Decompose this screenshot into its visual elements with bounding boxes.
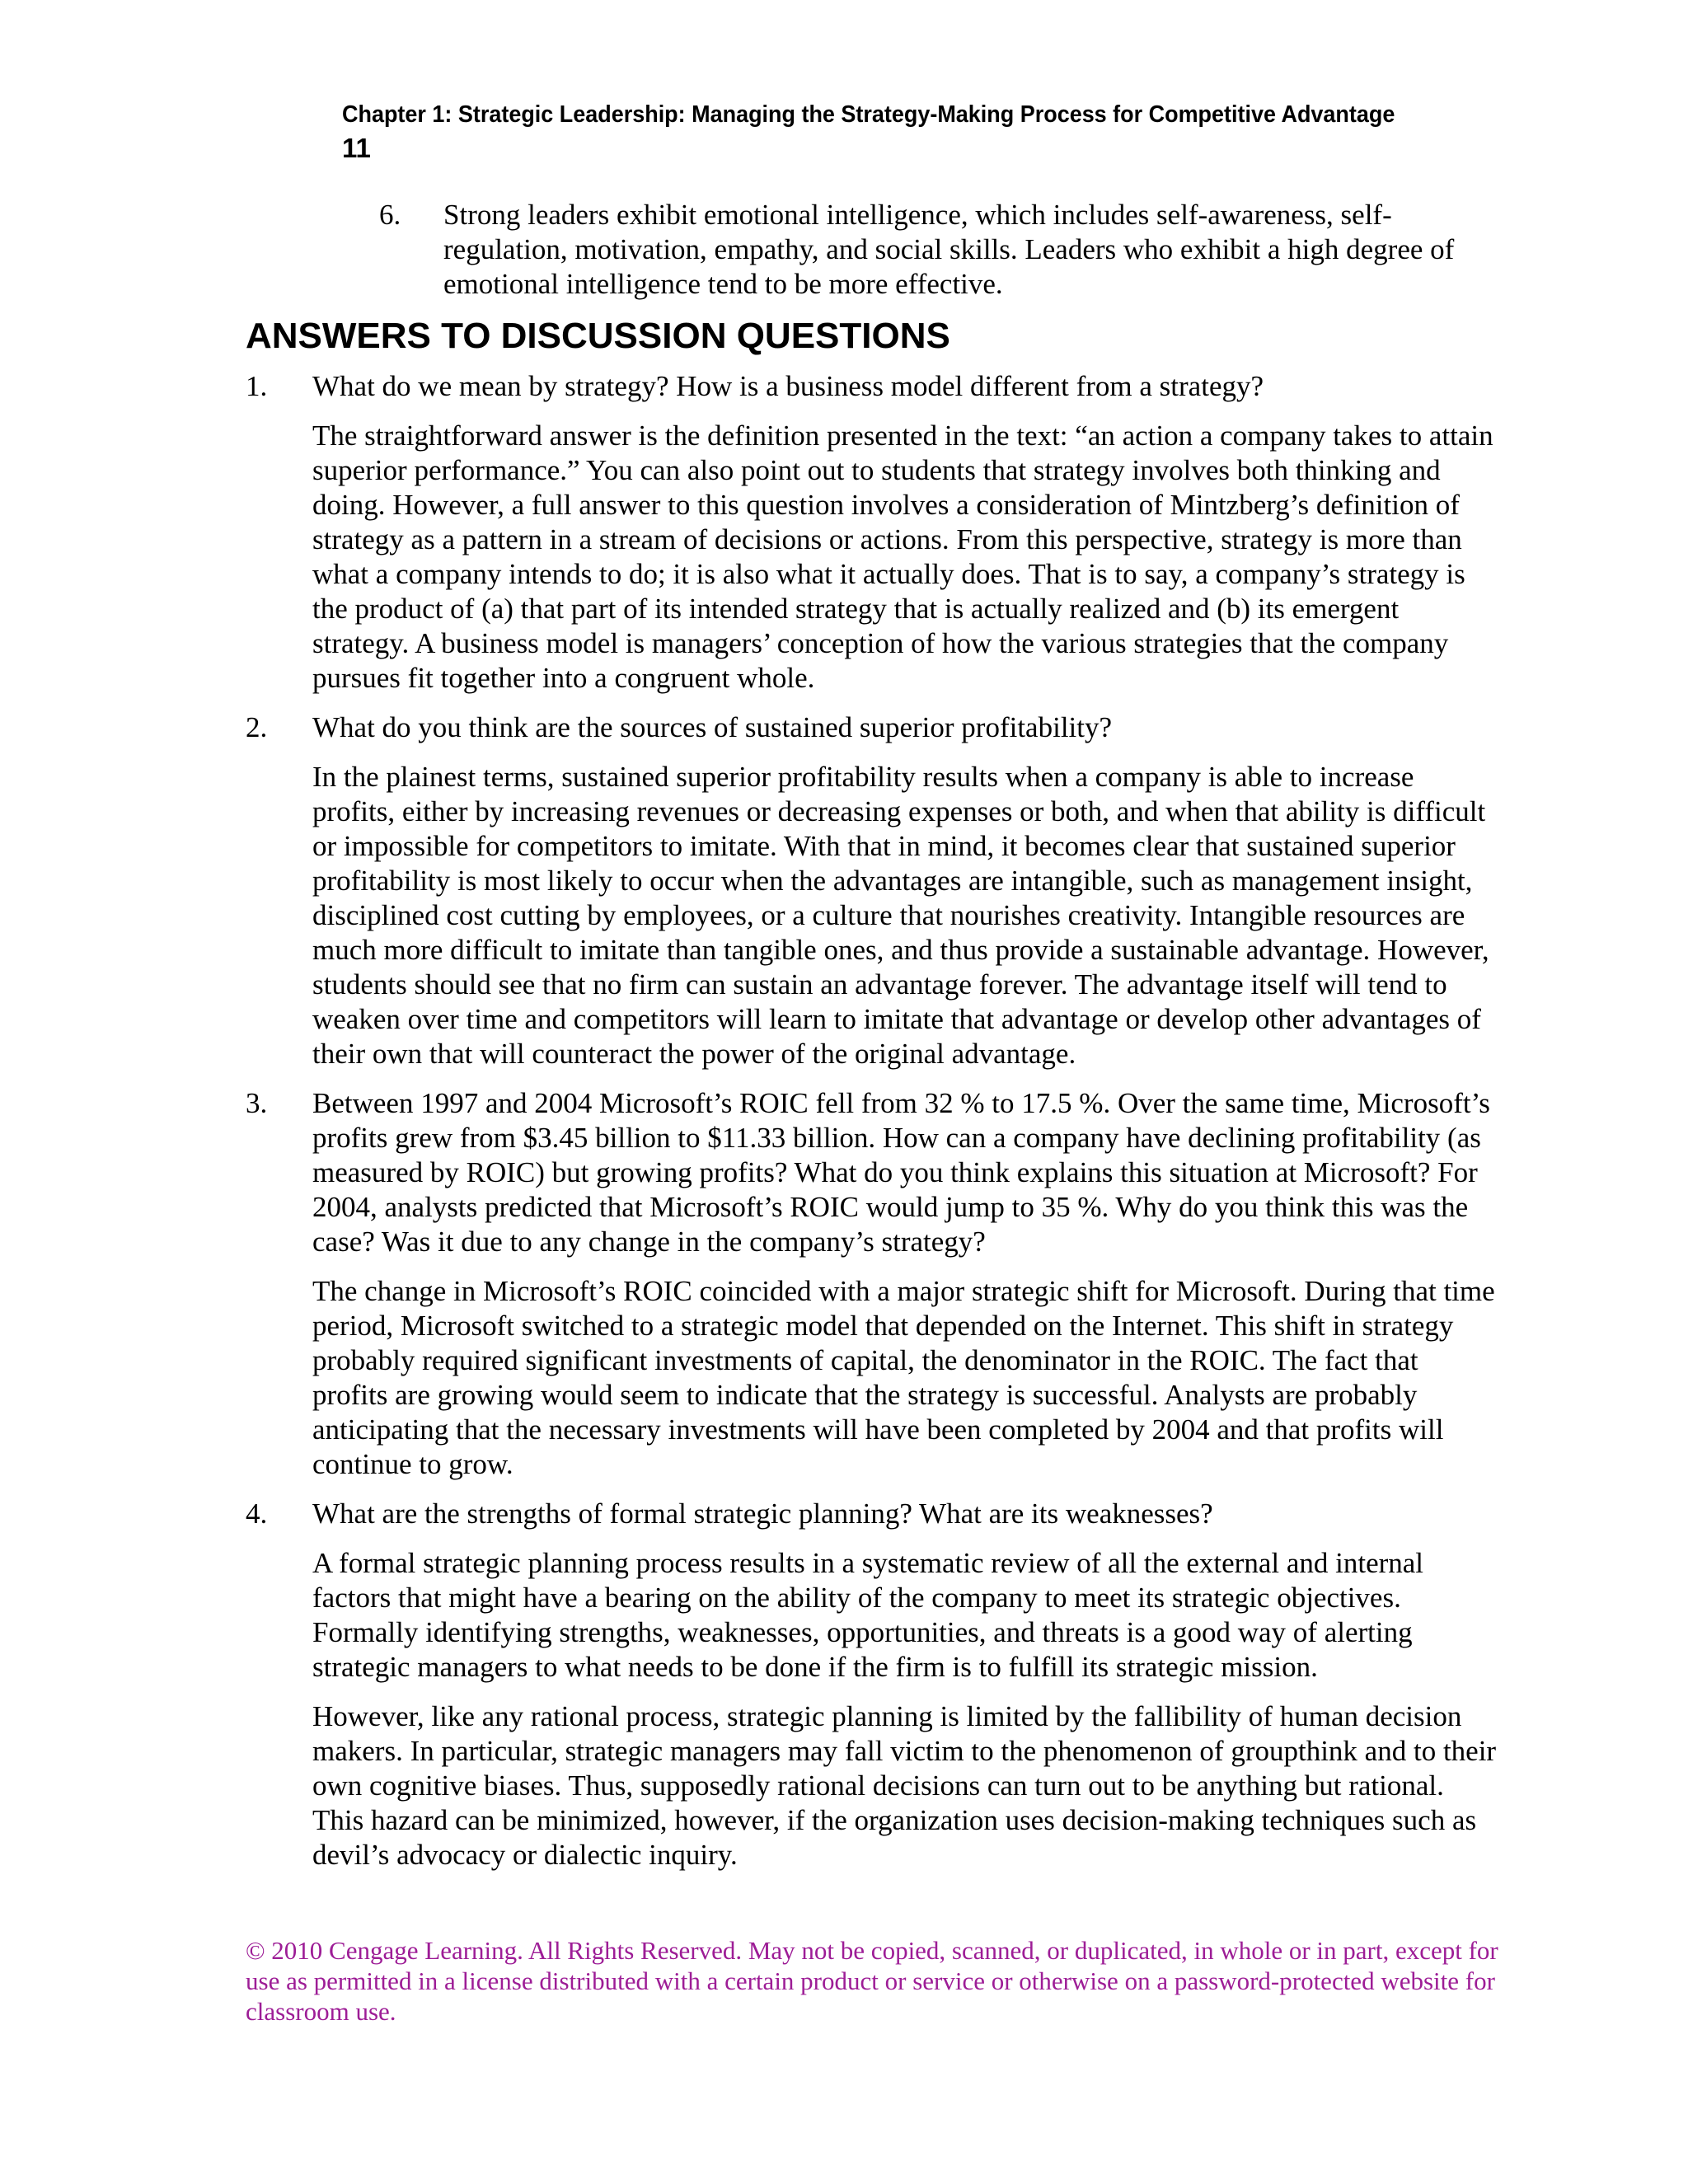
question-text: What are the strengths of formal strategic planning? What are its weaknesses?	[312, 1497, 1213, 1530]
answer-paragraph: The straightforward answer is the definition presented in the text: “an action a company takes to attain superior performance.” You can also point out to students that strategy involves both thinking and doing. However, a full answer to this question involves a consideration of Mintzberg’s definition of strategy as a pattern in a stream of decisions or actions. From this perspective, strategy is more than what a company intends to do; it is also what it actually does. That is to say, a company’s strategy is the product of (a) that part of its intended strategy that is actually realized and (b) its emergent strategy. A business model is managers’ conception of how the various strategies that the company pursues fit together into a congruent whole.	[312, 419, 1493, 694]
answer-paragraph: However, like any rational process, strategic planning is limited by the fallibility of human decision makers. In particular, strategic managers may fall victim to the phenomenon of groupthink and to their own cognitive biases. Thus, supposedly rational decisions can turn out to be anything but rational. This hazard can be minimized, however, if the organization uses decision-making techniques such as devil’s advocacy or dialectic inquiry.	[312, 1700, 1497, 1871]
question-number: 3.	[246, 1087, 268, 1119]
question-item	[246, 1086, 1498, 1259]
answer-paragraph: A formal strategic planning process results in a systematic review of all the external and internal factors that might have a bearing on the ability of the company to meet its strategic objectives. Formally identifying strengths, weaknesses, opportunities, and threats is a good way of alerting strategic managers to what needs to be done if the firm is to fulfill its strategic mission.	[312, 1547, 1424, 1683]
answer-paragraph: In the plainest terms, sustained superior profitability results when a company is able to increase profits, either by increasing revenues or decreasing expenses or both, and when that ability is difficult or impossible for competitors to imitate. With that in mind, it becomes clear that sustained superior profitability is most likely to occur when the advantages are intangible, such as management insight, disciplined cost cutting by employees, or a culture that nourishes creativity. Intangible resources are much more difficult to imitate than tangible ones, and thus provide a sustainable advantage. However, students should see that no firm can sustain an advantage forever. The advantage itself will tend to weaken over time and competitors will learn to imitate that advantage or develop other advantages of their own that will counteract the power of the original advantage.	[312, 761, 1489, 1070]
carry-over-list-item	[379, 198, 1475, 302]
question-number: 2.	[246, 711, 268, 743]
page-number: 11	[342, 133, 371, 163]
question-number: 1.	[246, 370, 268, 402]
question-item	[246, 710, 1498, 745]
question-text: What do we mean by strategy? How is a business model different from a strategy?	[312, 370, 1264, 402]
discussion-questions	[246, 369, 1498, 1887]
answer-paragraph: The change in Microsoft’s ROIC coincided with a major strategic shift for Microsoft. During that time period, Microsoft switched to a strategic model that depended on the Internet. This shift in strategy probably required significant investments of capital, the denominator in the ROIC. The fact that profits are growing would seem to indicate that the strategy is successful. Analysts are probably anticipating that the necessary investments will have been completed by 2004 and that profits will continue to grow.	[312, 1275, 1495, 1480]
question-item	[246, 1497, 1498, 1531]
copyright-notice: © 2010 Cengage Learning. All Rights Reserved. May not be copied, scanned, or duplicated, in whole or in part, except for use as permitted in a license distributed with a certain product or service or otherwise on a password-protected website for classroom use.	[246, 1936, 1498, 2026]
question-item	[246, 369, 1498, 404]
question-text: Between 1997 and 2004 Microsoft’s ROIC fell from 32 % to 17.5 %. Over the same time, Microsoft’s profits grew from $3.45 billion to $11.33 billion. How can a company have declining profitability (as measured by ROIC) but growing profits? What do you think explains this situation at Microsoft? For 2004, analysts predicted that Microsoft’s ROIC would jump to 35 %. Why do you think this was the case? Was it due to any change in the company’s strategy?	[312, 1087, 1490, 1258]
question-number: 4.	[246, 1497, 268, 1530]
section-heading: ANSWERS TO DISCUSSION QUESTIONS	[246, 316, 950, 356]
question-text: What do you think are the sources of sustained superior profitability?	[312, 711, 1113, 743]
running-header: Chapter 1: Strategic Leadership: Managing the Strategy-Making Process for Competitive Advantage	[342, 101, 1395, 128]
carry-over-text: Strong leaders exhibit emotional intelligence, which includes self-awareness, self-regulation, motivation, empathy, and social skills. Leaders who exhibit a high degree of emotional intelligence tend to be more effective.	[443, 199, 1455, 300]
carry-over-number: 6.	[379, 199, 401, 231]
